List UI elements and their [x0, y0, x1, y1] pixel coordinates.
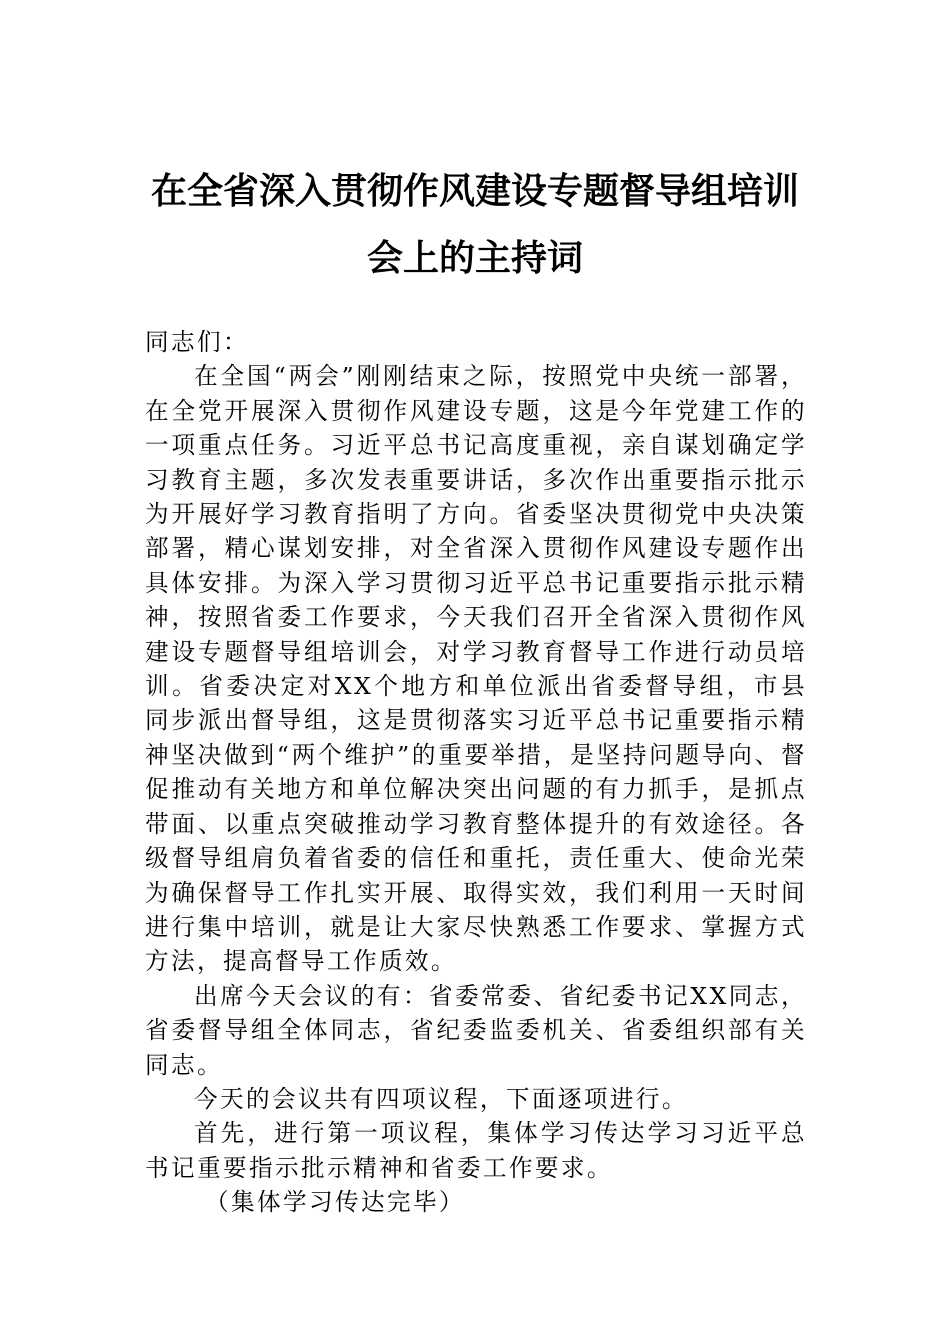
paragraph-opening: 在全国“两会”刚刚结束之际，按照党中央统一部署，在全党开展深入贯彻作风建设专题，这是今年党建工作的一项重点任务。习近平总书记高度重视，亲自谋划确定学习教育主题，多次发表重要讲话，多次作出重要指示批示为开展好学习教育指明了方向。省委坚决贯彻党中央决策部署，精心谋划安排，对全省深入贯彻作风建设专题作出具体安排。为深入学习贯彻习近平总书记重要指示批示精神，按照省委工作要求，今天我们召开全省深入贯彻作风建设专题督导组培训会，对学习教育督导工作进行动员培训。省委决定对XX个地方和单位派出省委督导组，市县同步派出督导组，这是贯彻落实习近平总书记重要指示精神坚决做到“两个维护”的重要举措，是坚持问题导向、督促推动有关地方和单位解决突出问题的有力抓手，是抓点带面、以重点突破推动学习教育整体提升的有效途径。各级督导组肩负着省委的信任和重托，责任重大、使命光荣为确保督导工作扎实开展、取得实效，我们利用一天时间进行集中培训，就是让大家尽快熟悉工作要求、掌握方式方法，提高督导工作质效。	[145, 362, 807, 976]
document-title-line-2: 会上的主持词	[366, 237, 583, 279]
document-body	[145, 325, 807, 1220]
salutation: 同志们：	[145, 328, 249, 356]
stage-note: （集体学习传达完毕）	[205, 1188, 465, 1217]
paragraph-agenda: 今天的会议共有四项议程，下面逐项进行。	[194, 1084, 688, 1113]
paragraph-first-item: 首先，进行第一项议程，集体学习传达学习习近平总书记重要指示批示精神和省委工作要求。	[145, 1119, 807, 1182]
paragraph-attendees: 出席今天会议的有：省委常委、省纪委书记XX同志，省委督导组全体同志，省纪委监委机关、省委组织部有关同志。	[145, 981, 807, 1079]
document-title-line-1: 在全省深入贯彻作风建设专题督导组培训	[150, 170, 799, 212]
